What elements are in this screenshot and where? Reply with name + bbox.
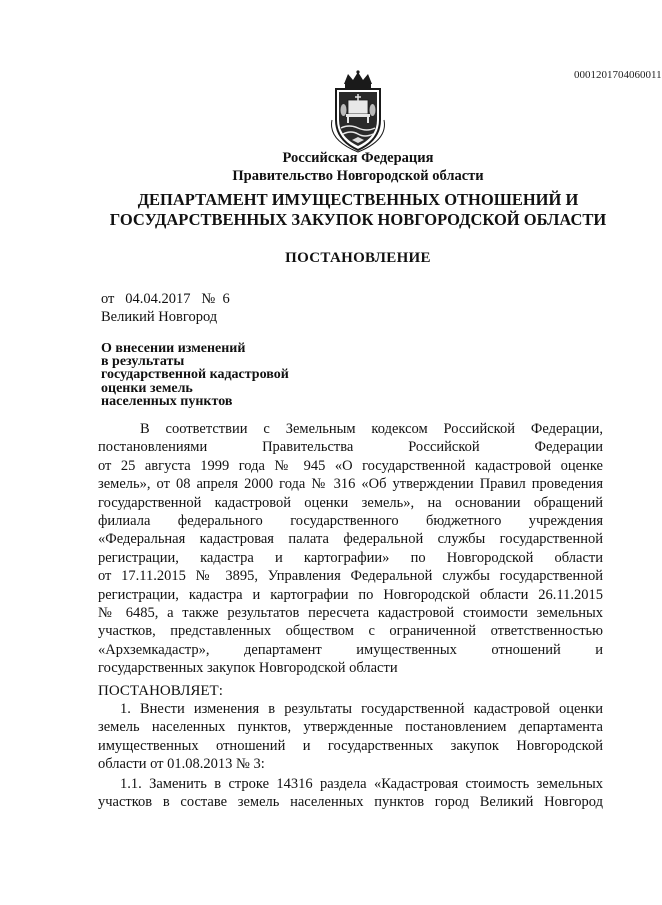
subject-line: оценки земель xyxy=(101,380,193,396)
subject-line: в результаты xyxy=(101,354,185,370)
city-name: Великий Новгород xyxy=(101,309,218,325)
clause-1-1-paragraph xyxy=(98,775,603,812)
department-name-line: ДЕПАРТАМЕНТ ИМУЩЕСТВЕННЫХ ОТНОШЕНИЙ И xyxy=(137,190,579,209)
subject-line: О внесении изменений xyxy=(101,341,246,356)
text-line: постановлениями Правительства Российской Федерации xyxy=(98,439,603,456)
text-line: 1. Внести изменения в результаты государственной кадастровой оценки xyxy=(120,701,603,717)
document-date: 04.04.2017 xyxy=(125,291,191,307)
country-name: Российская Федерация xyxy=(282,150,434,166)
government-name: Правительство Новгородской области xyxy=(232,168,484,184)
text-line: участков, представленных обществом с ограниченной ответственностью xyxy=(98,623,603,640)
clause-1-paragraph xyxy=(98,700,603,774)
text-line: имущественных отношений и государственных закупок Новгородской xyxy=(98,737,603,754)
text-line: регистрации, кадастра и картографии по Новгородской области 26.11.2015 xyxy=(98,586,603,603)
text-line: регистрации, кадастра и картографии» по Новгородской области xyxy=(98,549,603,566)
text-line: от 25 августа 1999 года № 945 «О государственной кадастровой оценке xyxy=(98,457,603,474)
department-name-line: ГОСУДАРСТВЕННЫХ ЗАКУПОК НОВГОРОДСКОЙ ОБЛАСТИ xyxy=(109,210,607,229)
department-name xyxy=(90,190,626,230)
date-number-line xyxy=(101,291,230,308)
document-subject xyxy=(101,342,289,408)
date-prefix: от xyxy=(101,291,115,307)
text-line: 1.1. Заменить в строке 14316 раздела «Кадастровая стоимость земельных xyxy=(120,776,603,792)
text-line: В соответствии с Земельным кодексом Российской Федерации, xyxy=(140,421,603,437)
subject-line: государственной кадастровой xyxy=(101,367,289,383)
text-line: филиала федерального государственного бюджетного учреждения xyxy=(98,512,603,529)
text-line: земель населенных пунктов, утвержденные постановлением департамента xyxy=(98,719,603,736)
text-line: от 17.11.2015 № 3895, Управления Федеральной службы государственной xyxy=(98,568,603,585)
text-line: «Архземкадастр», департамент имущественных отношений и xyxy=(98,641,603,658)
document-number: 6 xyxy=(222,291,230,307)
text-line: «Федеральная кадастровая палата федеральной службы государственной xyxy=(98,531,603,548)
document-id-number: 0001201704060011 xyxy=(574,69,662,81)
subject-line: населенных пунктов xyxy=(101,393,233,409)
text-line: земель», от 08 апреля 2000 года № 316 «Об утверждении Правил проведения xyxy=(98,476,603,493)
novgorod-coat-of-arms-icon xyxy=(318,70,398,152)
text-line: государственной кадастровой оценки земель», на основании обращений xyxy=(98,494,603,511)
text-line: № 6485, а также результатов пересчета кадастровой стоимости земельных xyxy=(98,604,603,621)
number-sign: № xyxy=(201,291,216,307)
preamble-paragraph xyxy=(98,420,603,677)
text-line: государственных закупок Новгородской области xyxy=(98,660,398,677)
text-line: области от 01.08.2013 № 3: xyxy=(98,756,265,773)
text-line: участков в составе земель населенных пунктов город Великий Новгород xyxy=(98,794,603,811)
document-type: ПОСТАНОВЛЕНИЕ xyxy=(285,250,431,266)
resolves-heading: ПОСТАНОВЛЯЕТ: xyxy=(98,683,223,699)
